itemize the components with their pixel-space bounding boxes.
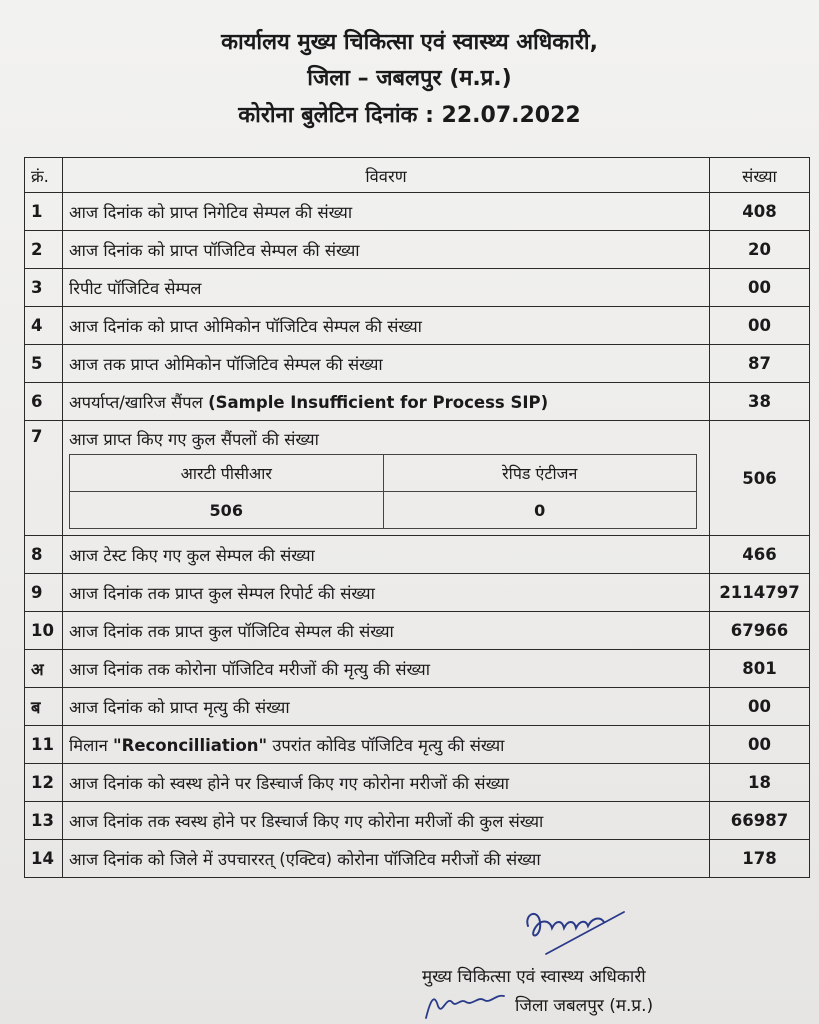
signatory-title: मुख्य चिकित्सा एवं स्वास्थ्य अधिकारी (422, 967, 646, 987)
table-row (25, 193, 810, 231)
table-row (25, 536, 810, 574)
row-value: 2114797 (710, 574, 810, 612)
header-description: विवरण (63, 158, 710, 193)
row-description: आज दिनांक को प्राप्त मृत्यु की संख्या (63, 688, 710, 726)
row-description-hindi: उपरांत कोविड पॉजिटिव मृत्यु की संख्या (272, 736, 505, 755)
row-value: 506 (710, 421, 810, 536)
row-serial: 1 (25, 193, 63, 231)
row-description-text: आज प्राप्त किए गए कुल सैंपलों की संख्या (69, 430, 319, 449)
row-value: 00 (710, 688, 810, 726)
district-title: जिला – जबलपुर (म.प्र.) (307, 66, 512, 91)
row-serial: 12 (25, 764, 63, 802)
sub-value-rtpcr: 506 (70, 492, 384, 529)
row-value: 00 (710, 307, 810, 345)
row-value: 00 (710, 269, 810, 307)
table-row (25, 574, 810, 612)
row-description: आज दिनांक तक प्राप्त कुल सेम्पल रिपोर्ट की संख्या (63, 574, 710, 612)
table-row (25, 307, 810, 345)
handwritten-signature-bottom (420, 982, 510, 1022)
row-description: आज दिनांक को स्वस्थ होने पर डिस्चार्ज किए गए कोरोना मरीजों की संख्या (63, 764, 710, 802)
row-value: 66987 (710, 802, 810, 840)
row-description: आज दिनांक तक स्वस्थ होने पर डिस्चार्ज किए गए कोरोना मरीजों की कुल संख्या (63, 802, 710, 840)
row-value: 178 (710, 840, 810, 878)
office-title: कार्यालय मुख्य चिकित्सा एवं स्वास्थ्य अधिकारी, (221, 30, 598, 55)
row-serial: अ (25, 650, 63, 688)
row-value: 38 (710, 383, 810, 421)
row-value: 67966 (710, 612, 810, 650)
row-description-prefix: मिलान (69, 736, 108, 755)
row-serial: 5 (25, 345, 63, 383)
row-serial: ब (25, 688, 63, 726)
table-row (25, 726, 810, 764)
row-description: आज दिनांक को प्राप्त निगेटिव सेम्पल की संख्या (63, 193, 710, 231)
row-description: आज दिनांक को जिले में उपचाररत् (एक्टिव) कोरोना पॉजिटिव मरीजों की संख्या (63, 840, 710, 878)
row-value: 20 (710, 231, 810, 269)
row-value: 18 (710, 764, 810, 802)
row-serial: 14 (25, 840, 63, 878)
sub-header-rtpcr: आरटी पीसीआर (70, 455, 384, 492)
table-row (25, 612, 810, 650)
table-header-row (25, 158, 810, 193)
row-description: रिपीट पॉजिटिव सेम्पल (63, 269, 710, 307)
row-serial: 10 (25, 612, 63, 650)
bulletin-table (24, 157, 810, 878)
row-serial: 2 (25, 231, 63, 269)
row-serial: 13 (25, 802, 63, 840)
table-row (25, 650, 810, 688)
table-row (25, 688, 810, 726)
row-description (63, 726, 710, 764)
row-value: 466 (710, 536, 810, 574)
row-value: 408 (710, 193, 810, 231)
row-serial: 9 (25, 574, 63, 612)
handwritten-signature-top (516, 896, 636, 956)
row-serial: 3 (25, 269, 63, 307)
row-serial: 8 (25, 536, 63, 574)
table-row (25, 269, 810, 307)
signatory-district: जिला जबलपुर (म.प्र.) (515, 996, 654, 1016)
row-value: 00 (710, 726, 810, 764)
row-value: 801 (710, 650, 810, 688)
bulletin-date-title: कोरोना बुलेटिन दिनांक : 22.07.2022 (238, 103, 581, 128)
row-description (63, 383, 710, 421)
row-description-english: "Reconcilliation" (113, 736, 268, 755)
table-row (25, 383, 810, 421)
row-description-english: (Sample Insufficient for Process SIP) (208, 393, 549, 412)
header-serial: क्रं. (25, 158, 63, 193)
table-row (25, 764, 810, 802)
table-row-samples-received (25, 421, 810, 536)
table-row (25, 840, 810, 878)
sub-header-rapid-antigen: रेपिड एंटीजन (383, 455, 697, 492)
row-description: आज दिनांक तक कोरोना पॉजिटिव मरीजों की मृत्यु की संख्या (63, 650, 710, 688)
table-row (25, 231, 810, 269)
row-serial: 11 (25, 726, 63, 764)
row-serial: 4 (25, 307, 63, 345)
header-count: संख्या (710, 158, 810, 193)
row-serial: 7 (25, 421, 63, 536)
table-row (25, 802, 810, 840)
row-description: आज तक प्राप्त ओमिकोन पॉजिटिव सेम्पल की संख्या (63, 345, 710, 383)
row-description: आज दिनांक को प्राप्त ओमिकोन पॉजिटिव सेम्पल की संख्या (63, 307, 710, 345)
row-description (63, 421, 710, 536)
table-row (25, 345, 810, 383)
row-description: आज टेस्ट किए गए कुल सेम्पल की संख्या (63, 536, 710, 574)
sub-value-rapid-antigen: 0 (383, 492, 697, 529)
row-serial: 6 (25, 383, 63, 421)
row-description: आज दिनांक को प्राप्त पॉजिटिव सेम्पल की संख्या (63, 231, 710, 269)
row-description-hindi: अपर्याप्त/खारिज सैंपल (69, 393, 203, 412)
row-description: आज दिनांक तक प्राप्त कुल पॉजिटिव सेम्पल की संख्या (63, 612, 710, 650)
sample-breakdown-table (69, 454, 697, 529)
row-value: 87 (710, 345, 810, 383)
